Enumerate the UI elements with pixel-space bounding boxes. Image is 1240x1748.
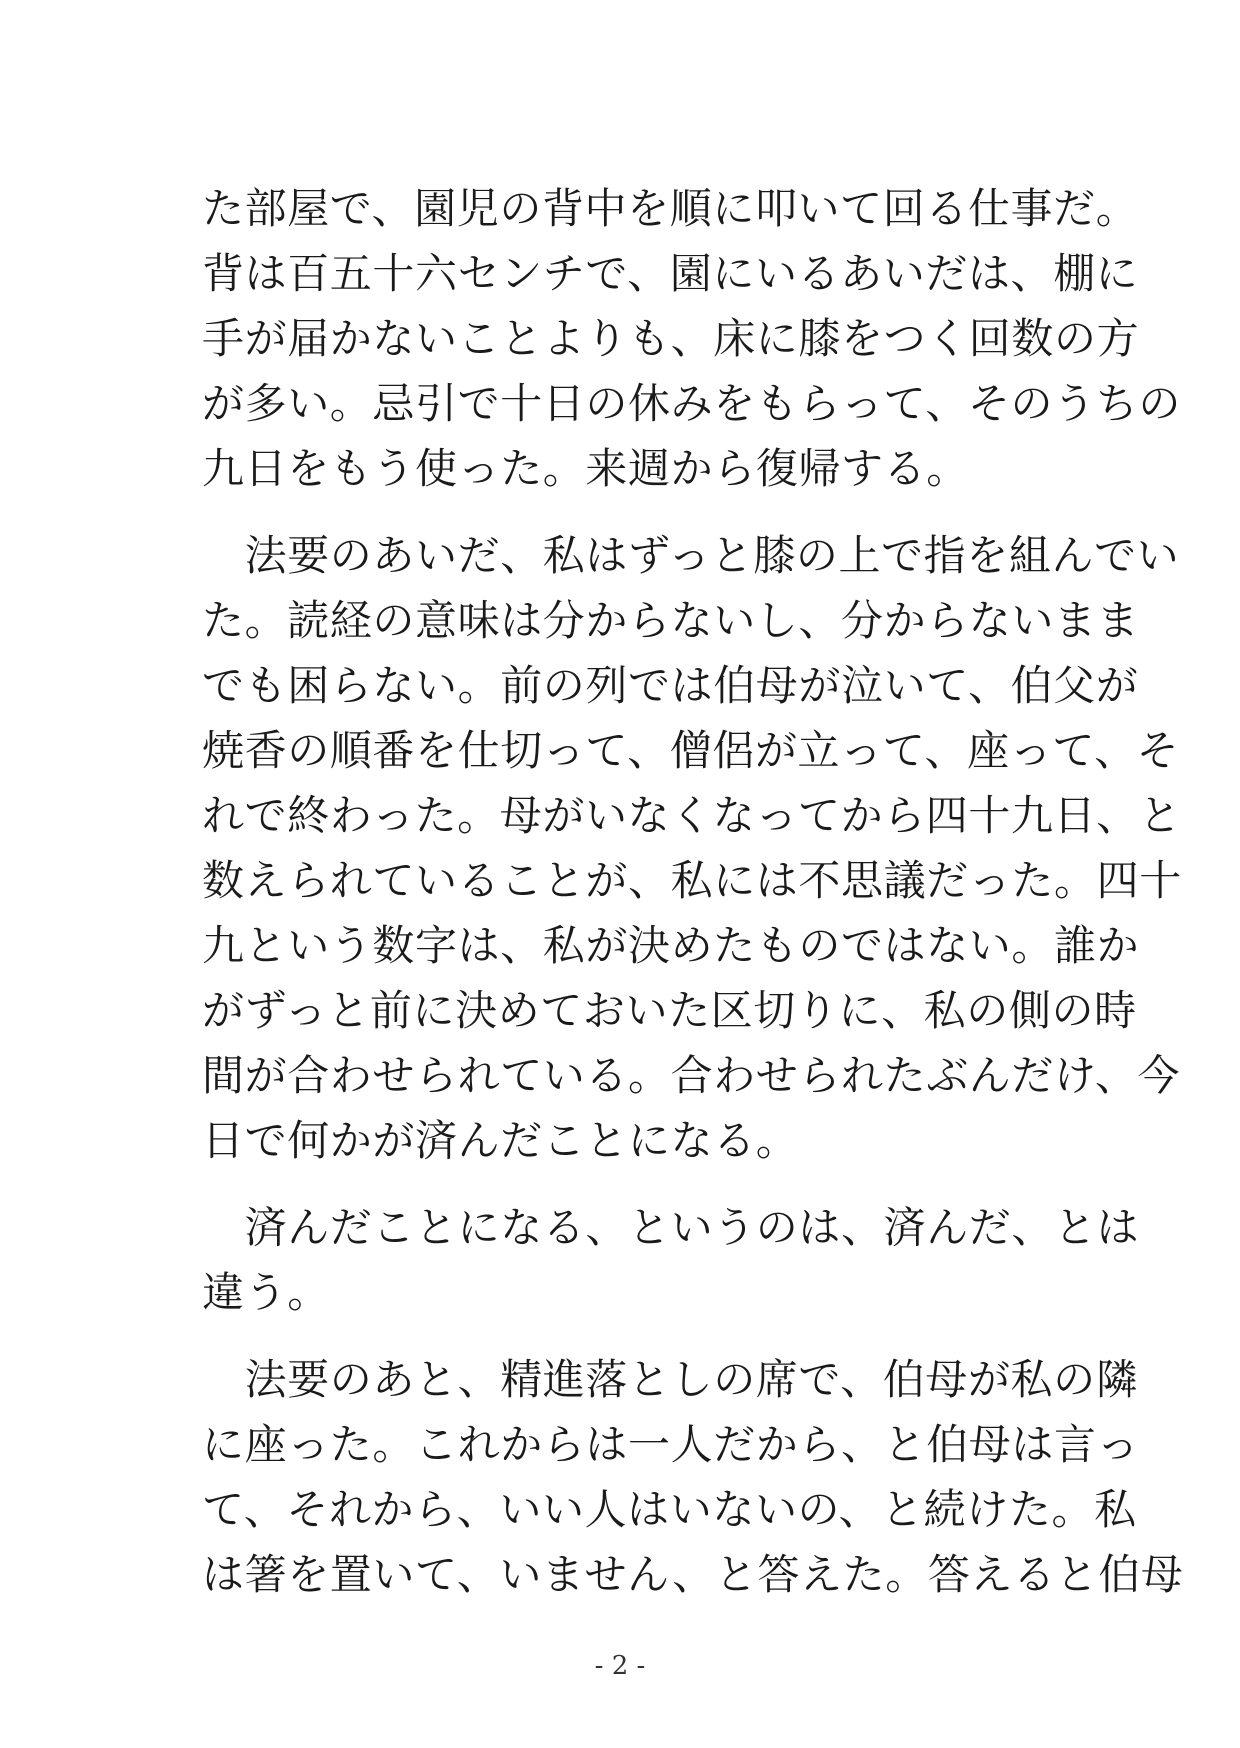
text-line: が多い。忌引で十日の休みをもらって、そのうちの xyxy=(202,379,1181,428)
paragraph-2 xyxy=(202,523,1182,1173)
text-line: 済んだことになる、というのは、済んだ、とは xyxy=(202,1203,1140,1252)
text-line: た。読経の意味は分からないし、分からないまま xyxy=(202,596,1140,645)
paragraph-gap xyxy=(202,1173,1062,1195)
text-line: 間が合わせられている。合わせられたぶんだけ、今 xyxy=(202,1051,1181,1100)
text-line: 違う。 xyxy=(202,1268,330,1317)
text-line: でも困らない。前の列では伯母が泣いて、伯父が xyxy=(202,661,1139,710)
text-line: 九という数字は、私が決めたものではない。誰か xyxy=(202,921,1140,970)
page-number: - 2 - xyxy=(594,1651,646,1681)
paragraph-1 xyxy=(202,176,1181,501)
text-line: 法要のあと、精進落としの席で、伯母が私の隣 xyxy=(202,1355,1139,1404)
text-line: れで終わった。母がいなくなってから四十九日、と xyxy=(202,791,1182,840)
text-line: て、それから、いい人はいないの、と続けた。私 xyxy=(202,1485,1137,1534)
paragraph-gap xyxy=(202,1325,1062,1347)
text-line: 日で何かが済んだことになる。 xyxy=(202,1116,799,1165)
text-line: がずっと前に決めておいた区切りに、私の側の時 xyxy=(202,986,1137,1035)
text-line: 数えられていることが、私には不思議だった。四十 xyxy=(202,856,1182,905)
text-line: 背は百五十六センチで、園にいるあいだは、棚に xyxy=(202,249,1139,298)
text-line: 九日をもう使った。来週から復帰する。 xyxy=(202,444,969,493)
paragraph-3 xyxy=(202,1195,1140,1325)
paragraph-gap xyxy=(202,501,1062,523)
text-line: は箸を置いて、いません、と答えた。答えると伯母 xyxy=(202,1550,1184,1599)
text-line: た部屋で、園児の背中を順に叩いて回る仕事だ。 xyxy=(202,184,1139,233)
text-line: 法要のあいだ、私はずっと膝の上で指を組んでい xyxy=(202,531,1180,580)
body-text xyxy=(202,176,1184,1607)
text-line: 手が届かないことよりも、床に膝をつく回数の方 xyxy=(202,314,1140,363)
paragraph-4 xyxy=(202,1347,1184,1607)
text-line: に座った。これからは一人だから、と伯母は言っ xyxy=(202,1420,1140,1469)
text-line: 焼香の順番を仕切って、僧侶が立って、座って、そ xyxy=(202,726,1180,775)
